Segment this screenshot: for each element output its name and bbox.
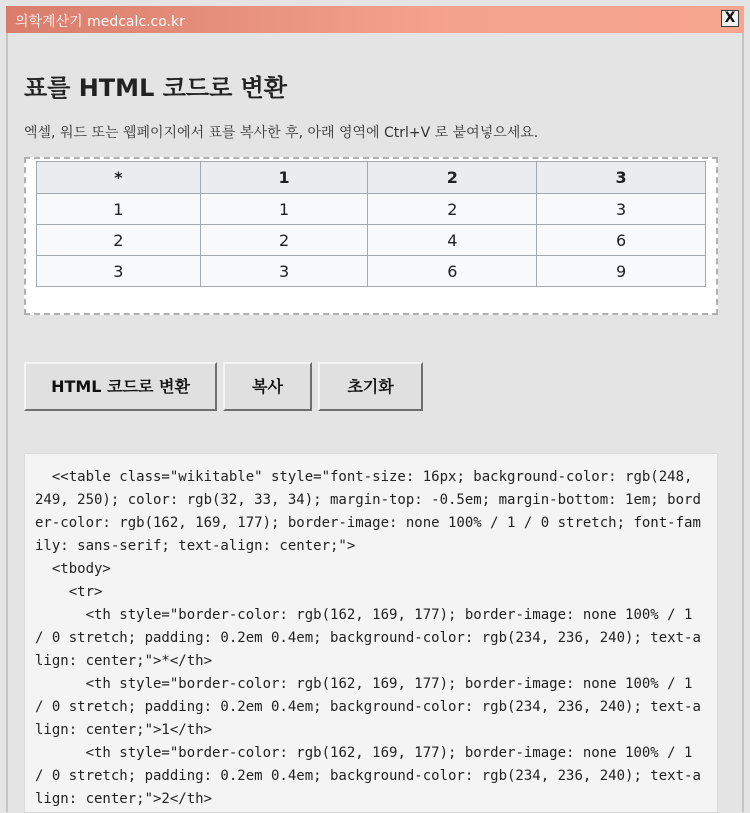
window-title: 의학계산기 medcalc.co.kr	[15, 14, 185, 30]
table-cell: 3	[37, 256, 201, 287]
table-row	[37, 256, 706, 287]
table-row	[37, 225, 706, 256]
table-header-cell: 3	[537, 162, 706, 194]
table-cell: 3	[537, 194, 706, 225]
reset-button[interactable]: 초기화	[318, 362, 423, 411]
page-title: 표를 HTML 코드로 변환	[24, 74, 287, 102]
table-cell: 6	[537, 225, 706, 256]
table-header-row	[37, 162, 706, 194]
table-header-cell: 1	[200, 162, 368, 194]
copy-button[interactable]: 복사	[223, 362, 312, 411]
close-button[interactable]: X	[721, 10, 739, 27]
title-bar	[6, 6, 744, 33]
pasted-table	[36, 161, 706, 287]
table-cell: 2	[368, 194, 537, 225]
table-cell: 1	[200, 194, 368, 225]
table-cell: 9	[537, 256, 706, 287]
table-cell: 2	[200, 225, 368, 256]
table-header-cell: 2	[368, 162, 537, 194]
convert-button[interactable]: HTML 코드로 변환	[24, 362, 217, 411]
table-cell: 4	[368, 225, 537, 256]
table-header-cell: *	[37, 162, 201, 194]
table-cell: 6	[368, 256, 537, 287]
table-cell: 3	[200, 256, 368, 287]
table-cell: 1	[37, 194, 201, 225]
paste-area[interactable]	[24, 157, 718, 315]
table-cell: 2	[37, 225, 201, 256]
table-row	[37, 194, 706, 225]
html-code-output[interactable]: <<table class="wikitable" style="font-size: 16px; background-color: rgb(248, 249, 250); color: rgb(32, 33, 34); margin-top: -0.5em; margin-bottom: 1em; border-color: rgb(162, 169, 177); border-image: none 100% / 1 / 0 stretch; font-family: sans-serif; text-align: center;"> <tbody> <tr> <th style="border-color: rgb(162, 169, 177); border-image: none 100% / 1 / 0 stretch; padding: 0.2em 0.4em; background-color: rgb(234, 236, 240); text-align: center;">*</th> <th style="border-color: rgb(162, 169, 177); border-image: none 100% / 1 / 0 stretch; padding: 0.2em 0.4em; background-color: rgb(234, 236, 240); text-align: center;">1</th> <th style="border-color: rgb(162, 169, 177); border-image: none 100% / 1 / 0 stretch; padding: 0.2em 0.4em; background-color: rgb(234, 236, 240); text-align: center;">2</th>	[24, 453, 718, 813]
instructions-text: 엑셀, 워드 또는 웹페이지에서 표를 복사한 후, 아래 영역에 Ctrl+V 로 붙여넣으세요.	[24, 125, 539, 141]
